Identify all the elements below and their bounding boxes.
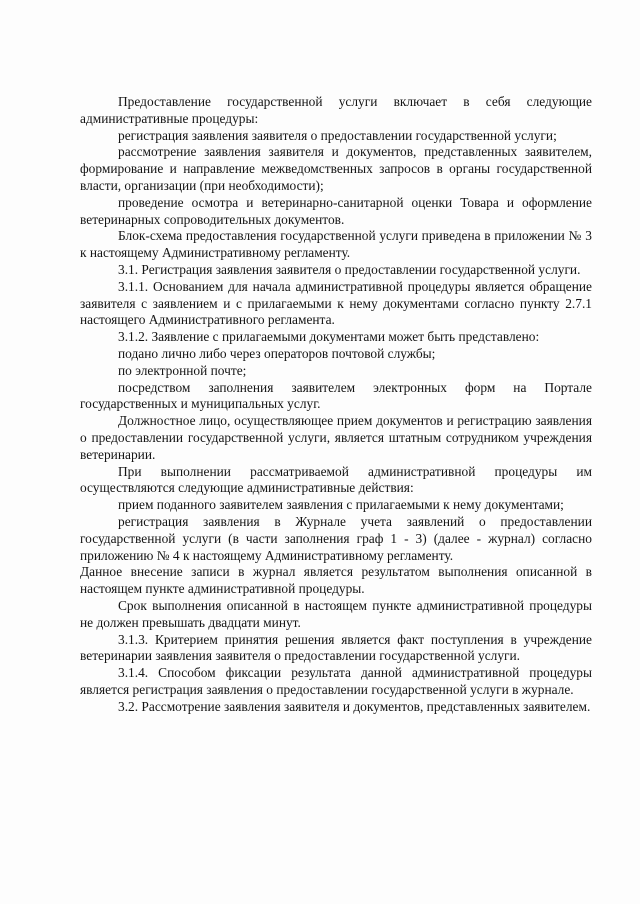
paragraph: 3.1.4. Способом фиксации результата данной административной процедуры является регистрация заявления о предоставлении государственной услуги в журнале. bbox=[80, 665, 592, 697]
paragraph: рассмотрение заявления заявителя и документов, представленных заявителем, формирование и направление межведомственных запросов в органы государственной власти, организации (при необходимости); bbox=[80, 144, 592, 193]
paragraph: посредством заполнения заявителем электронных форм на Портале государственных и муниципальных услуг. bbox=[80, 379, 592, 412]
paragraph: Блок-схема предоставления государственной услуги приведена в приложении № 3 к настоящему Административному регламенту. bbox=[80, 228, 592, 261]
paragraph: по электронной почте; bbox=[118, 362, 247, 378]
paragraph: При выполнении рассматриваемой административной процедуры им осуществляются следующие административные действия: bbox=[80, 463, 592, 496]
paragraph: Предоставление государственной услуги включает в себя следующие административные процедуры: bbox=[80, 94, 592, 126]
paragraph: Должностное лицо, осуществляющее прием документов и регистрацию заявления о предоставлении государственной услуги, является штатным сотрудником учреждения ветеринарии. bbox=[80, 413, 592, 462]
paragraph: 3.1.2. Заявление с прилагаемыми документами может быть представлено: bbox=[118, 329, 540, 345]
paragraph: прием поданного заявителем заявления с прилагаемыми к нему документами; bbox=[118, 497, 564, 513]
paragraph: регистрация заявления заявителя о предоставлении государственной услуги; bbox=[118, 127, 557, 143]
paragraph: проведение осмотра и ветеринарно-санитарной оценки Товара и оформление ветеринарных сопроводительных документов. bbox=[80, 194, 592, 227]
paragraph: регистрация заявления в Журнале учета заявлений о предоставлении государственной услуги (в части заполнения граф 1 - 3) (далее - журнал) согласно приложению № 4 к настоящему Административному регламенту. bbox=[80, 513, 592, 563]
paragraph: 3.1.3. Критерием принятия решения является факт поступления в учреждение ветеринарии заявления заявителя о предоставлении государственной услуги. bbox=[80, 631, 592, 664]
document-body bbox=[80, 94, 592, 715]
section-heading: 3.2. Рассмотрение заявления заявителя и документов, представленных заявителем. bbox=[118, 698, 591, 714]
section-heading: 3.1. Регистрация заявления заявителя о предоставлении государственной услуги. bbox=[118, 261, 581, 277]
paragraph: Срок выполнения описанной в настоящем пункте административной процедуры не должен превышать двадцати минут. bbox=[80, 597, 592, 630]
paragraph: подано лично либо через операторов почтовой службы; bbox=[118, 345, 436, 361]
paragraph: 3.1.1. Основанием для начала административной процедуры является обращение заявителя с заявлением и с прилагаемыми к нему документами согласно пункту 2.7.1 настоящего Административного регламента. bbox=[80, 278, 592, 328]
paragraph: Данное внесение записи в журнал является результатом выполнения описанной в настоящем пункте административной процедуры. bbox=[80, 564, 592, 597]
